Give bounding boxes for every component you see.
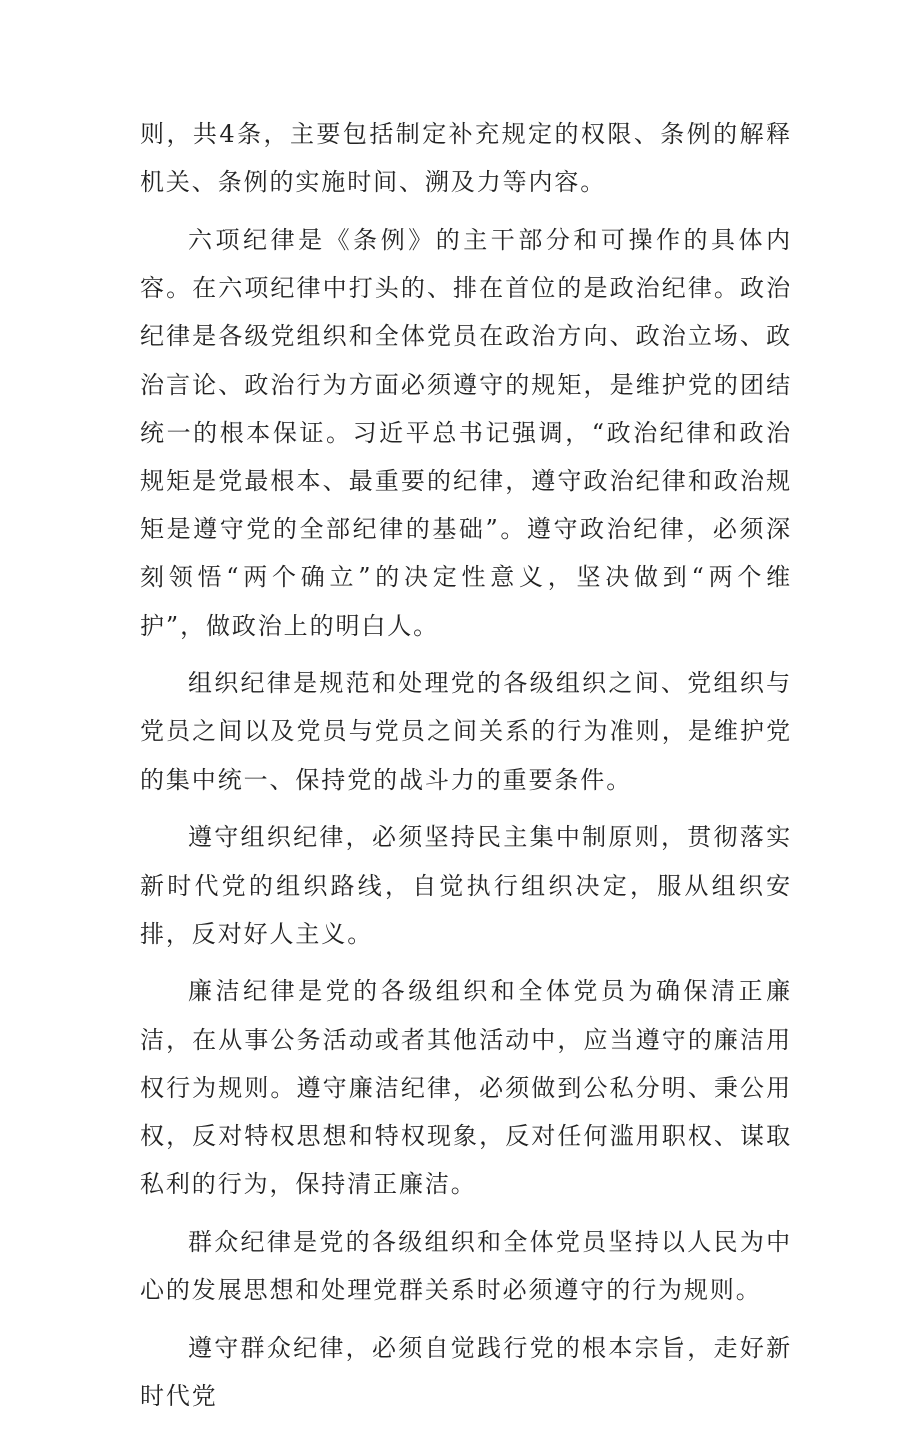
paragraph-continuation: 则，共4条，主要包括制定补充规定的权限、条例的解释机关、条例的实施时间、溯及力等内容。 <box>140 120 792 197</box>
paragraph-integrity-discipline: 廉洁纪律是党的各级组织和全体党员为确保清正廉洁，在从事公务活动或者其他活动中，应当遵守的廉洁用权行为规则。遵守廉洁纪律，必须做到公私分明、秉公用权，反对特权思想和特权现象，反对任何滥用职权、谋取私利的行为，保持清正廉洁。 <box>140 977 792 1199</box>
paragraph-observe-mass-discipline: 遵守群众纪律，必须自觉践行党的根本宗旨，走好新时代党 <box>140 1333 792 1411</box>
paragraph-observe-organizational-discipline: 遵守组织纪律，必须坚持民主集中制原则，贯彻落实新时代党的组织路线，自觉执行组织决定，服从组织安排，反对好人主义。 <box>140 823 792 948</box>
paragraph-organizational-discipline: 组织纪律是规范和处理党的各级组织之间、党组织与党员之间以及党员与党员之间关系的行为准则，是维护党的集中统一、保持党的战斗力的重要条件。 <box>140 669 792 794</box>
paragraph-mass-discipline: 群众纪律是党的各级组织和全体党员坚持以人民为中心的发展思想和处理党群关系时必须遵守的行为规则。 <box>140 1227 792 1305</box>
document-body <box>140 110 792 1430</box>
paragraph-political-discipline: 六项纪律是《条例》的主干部分和可操作的具体内容。在六项纪律中打头的、排在首位的是政治纪律。政治纪律是各级党组织和全体党员在政治方向、政治立场、政治言论、政治行为方面必须遵守的规矩，是维护党的团结统一的根本保证。习近平总书记强调，“政治纪律和政治规矩是党最根本、最重要的纪律，遵守政治纪律和政治规矩是遵守党的全部纪律的基础”。遵守政治纪律，必须深刻领悟“两个确立”的决定性意义，坚决做到“两个维护”，做政治上的明白人。 <box>140 225 792 640</box>
